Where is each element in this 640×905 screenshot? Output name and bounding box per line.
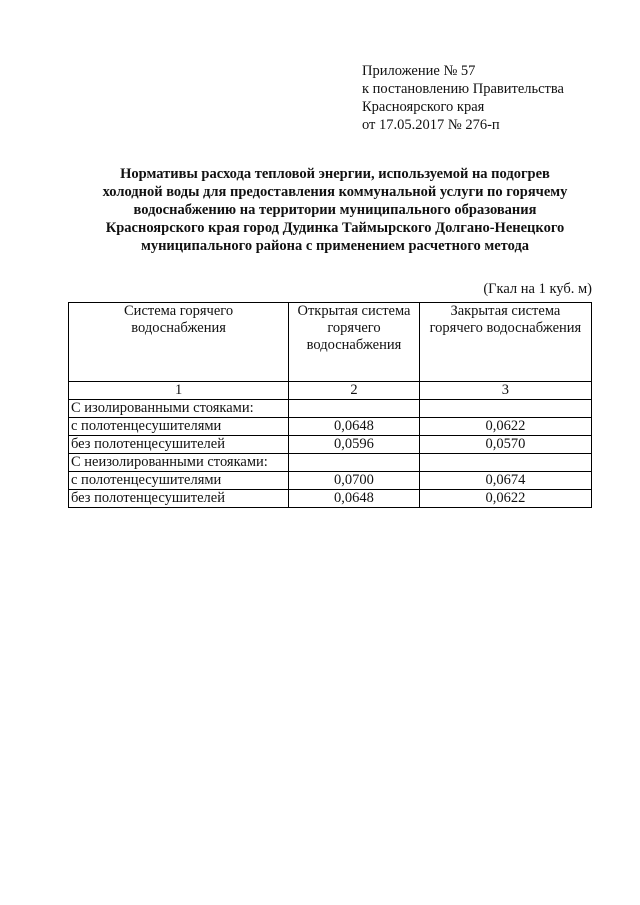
- table-row: [69, 490, 592, 508]
- column-numbering-row: [69, 382, 592, 400]
- table-row: [69, 472, 592, 490]
- empty-cell: [419, 454, 591, 472]
- appendix-reference: [362, 62, 564, 134]
- table-row: [69, 436, 592, 454]
- empty-cell: [419, 400, 591, 418]
- open-system-value: 0,0648: [289, 490, 420, 508]
- column-number-3: 3: [419, 382, 591, 400]
- header-closed-line-1: Закрытая система: [450, 303, 561, 319]
- open-system-value: 0,0596: [289, 436, 420, 454]
- table-header-row: [69, 303, 592, 382]
- title-line-3: водоснабжению на территории муниципального образования: [133, 202, 537, 218]
- appendix-line-1: Приложение № 57: [362, 63, 476, 79]
- units-note: (Гкал на 1 куб. м): [483, 281, 592, 297]
- group-title: С неизолированными стояками:: [69, 454, 289, 472]
- document-title: [70, 165, 600, 255]
- closed-system-value: 0,0570: [419, 436, 591, 454]
- header-system-line-1: Система горячего: [124, 303, 234, 319]
- group-title-row: [69, 454, 592, 472]
- appendix-line-4: от 17.05.2017 № 276-п: [362, 117, 500, 133]
- header-system: [69, 303, 289, 382]
- table-row: [69, 418, 592, 436]
- header-open-line-1: Открытая система: [297, 303, 411, 319]
- closed-system-value: 0,0622: [419, 418, 591, 436]
- group-title-row: [69, 400, 592, 418]
- row-label: без полотенцесушителей: [69, 436, 289, 454]
- closed-system-value: 0,0674: [419, 472, 591, 490]
- appendix-line-2: к постановлению Правительства: [362, 81, 564, 97]
- empty-cell: [289, 400, 420, 418]
- header-closed-line-2: горячего водоснабжения: [429, 320, 582, 336]
- header-open-system: [289, 303, 420, 382]
- appendix-line-3: Красноярского края: [362, 99, 485, 115]
- title-line-1: Нормативы расхода тепловой энергии, используемой на подогрев: [120, 166, 550, 182]
- open-system-value: 0,0648: [289, 418, 420, 436]
- header-system-line-2: водоснабжения: [131, 320, 226, 336]
- norms-table: [68, 302, 592, 508]
- title-line-2: холодной воды для предоставления коммунальной услуги по горячему: [102, 184, 568, 200]
- column-number-2: 2: [289, 382, 420, 400]
- row-label: с полотенцесушителями: [69, 418, 289, 436]
- header-open-line-3: водоснабжения: [306, 337, 402, 353]
- header-closed-system: [419, 303, 591, 382]
- closed-system-value: 0,0622: [419, 490, 591, 508]
- row-label: без полотенцесушителей: [69, 490, 289, 508]
- column-number-1: 1: [69, 382, 289, 400]
- title-line-4: Красноярского края город Дудинка Таймырского Долгано-Ненецкого: [105, 220, 565, 236]
- row-label: с полотенцесушителями: [69, 472, 289, 490]
- open-system-value: 0,0700: [289, 472, 420, 490]
- header-open-line-2: горячего: [327, 320, 381, 336]
- group-title: С изолированными стояками:: [69, 400, 289, 418]
- title-line-5: муниципального района с применением расчетного метода: [140, 238, 530, 254]
- empty-cell: [289, 454, 420, 472]
